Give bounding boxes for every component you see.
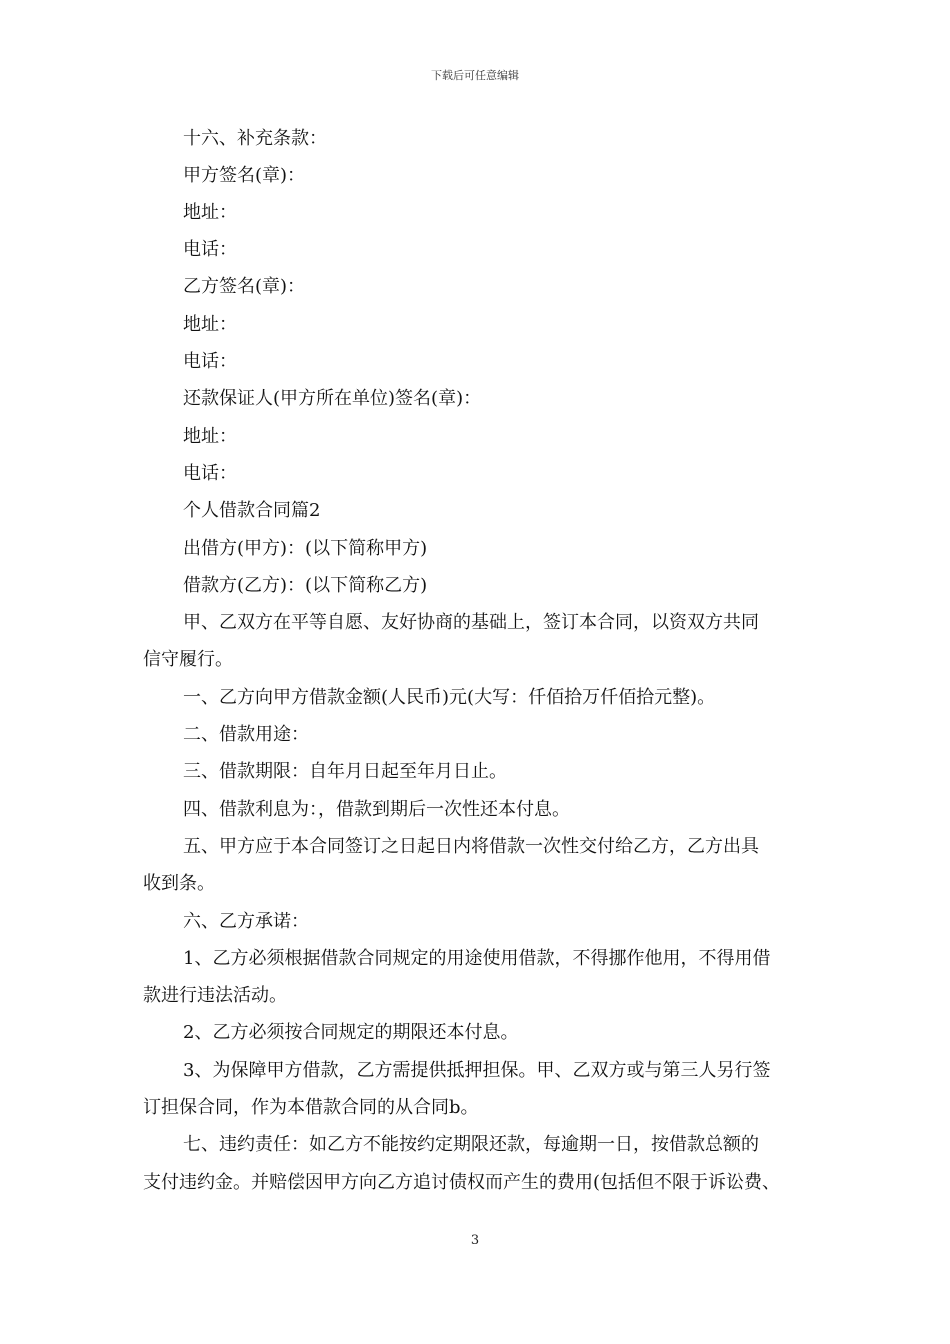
party-b-address-line: 地址： xyxy=(183,314,237,335)
page-header: 下载后可任意编辑 xyxy=(431,69,519,82)
guarantor-signature-line: 还款保证人(甲方所在单位)签名(章)： xyxy=(183,388,482,409)
lender-line: 出借方(甲方)：(以下简称甲方) xyxy=(183,538,428,559)
clause-6-item-3-cont: 订担保合同，作为本借款合同的从合同b。 xyxy=(143,1097,479,1118)
clause-6-item-1: 1、乙方必须根据借款合同规定的用途使用借款，不得挪作他用，不得用借 xyxy=(183,948,771,969)
page-number: 3 xyxy=(470,1233,480,1248)
party-a-signature-line: 甲方签名(章)： xyxy=(183,165,306,186)
party-b-signature-line: 乙方签名(章)： xyxy=(183,276,306,297)
clause-5-delivery-cont: 收到条。 xyxy=(143,873,215,894)
clause-6-heading: 六、乙方承诺： xyxy=(183,911,309,932)
preamble-paragraph-cont: 信守履行。 xyxy=(143,649,233,670)
guarantor-phone-line: 电话： xyxy=(183,463,237,484)
preamble-paragraph: 甲、乙双方在平等自愿、友好协商的基础上，签订本合同，以资双方共同 xyxy=(183,612,759,633)
section-title: 个人借款合同篇2 xyxy=(183,500,321,521)
clause-6-item-3: 3、为保障甲方借款，乙方需提供抵押担保。甲、乙双方或与第三人另行签 xyxy=(183,1060,771,1081)
borrower-line: 借款方(乙方)：(以下简称乙方) xyxy=(183,575,428,596)
clause-6-item-2: 2、乙方必须按合同规定的期限还本付息。 xyxy=(183,1022,519,1043)
clause-7-breach-cont: 支付违约金。并赔偿因甲方向乙方追讨债权而产生的费用(包括但不限于诉讼费、 xyxy=(143,1172,781,1193)
clause-6-item-1-cont: 款进行违法活动。 xyxy=(143,985,287,1006)
party-b-phone-line: 电话： xyxy=(183,351,237,372)
clause-3-loan-term: 三、借款期限：自年月日起至年月日止。 xyxy=(183,761,507,782)
party-a-address-line: 地址： xyxy=(183,202,237,223)
clause-5-delivery: 五、甲方应于本合同签订之日起日内将借款一次性交付给乙方，乙方出具 xyxy=(183,836,759,857)
clause-1-loan-amount: 一、乙方向甲方借款金额(人民币)元(大写：仟佰拾万仟佰拾元整)。 xyxy=(183,687,716,708)
clause-7-breach: 七、违约责任：如乙方不能按约定期限还款，每逾期一日，按借款总额的 xyxy=(183,1134,759,1155)
clause-2-loan-purpose: 二、借款用途： xyxy=(183,724,309,745)
clause-16-heading: 十六、补充条款： xyxy=(183,128,327,149)
clause-4-interest: 四、借款利息为：，借款到期后一次性还本付息。 xyxy=(183,799,570,820)
party-a-phone-line: 电话： xyxy=(183,239,237,260)
guarantor-address-line: 地址： xyxy=(183,426,237,447)
